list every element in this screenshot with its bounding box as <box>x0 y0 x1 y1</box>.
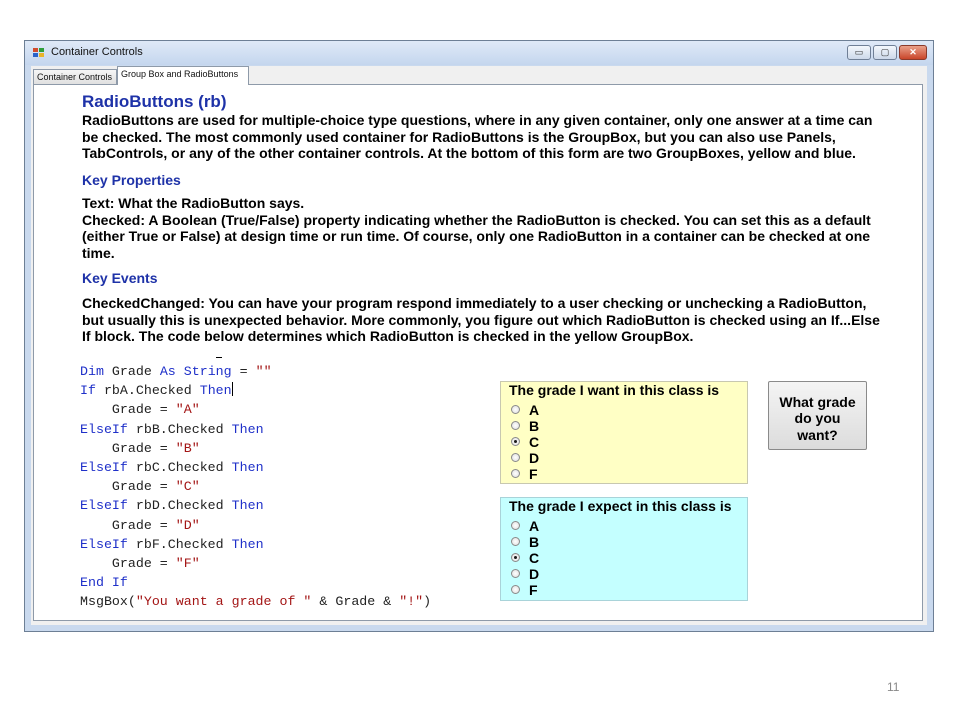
code-string: "D" <box>175 517 200 533</box>
code-text: rbB.Checked <box>135 421 232 437</box>
window-title: Container Controls <box>51 46 143 58</box>
code-keyword: ElseIf <box>80 536 136 552</box>
page-title: RadioButtons (rb) <box>82 92 227 111</box>
tab-container-controls[interactable]: Container Controls <box>33 69 117 84</box>
code-string: "A" <box>175 402 200 418</box>
radio-label: B <box>529 534 540 550</box>
text-caret <box>232 382 233 396</box>
code-block <box>80 362 431 612</box>
code-text: Grade = <box>80 556 176 572</box>
code-string: "!" <box>399 594 424 610</box>
code-text: Grade <box>111 364 160 379</box>
key-events-heading: Key Events <box>82 270 158 286</box>
code-keyword: Then <box>231 460 264 476</box>
code-line <box>80 400 431 419</box>
code-text: rbC.Checked <box>135 460 232 476</box>
code-text: = <box>231 364 256 379</box>
groupbox-title: The grade I expect in this class is <box>509 498 732 514</box>
radio-circle-icon <box>511 553 520 562</box>
code-keyword: Then <box>199 383 232 399</box>
code-line <box>80 420 431 439</box>
groupbox-title: The grade I want in this class is <box>509 382 720 398</box>
code-keyword: Then <box>231 536 264 552</box>
radio-label: F <box>529 582 538 598</box>
code-text: Grade = <box>80 440 176 456</box>
minimize-icon: ▭ <box>854 47 864 57</box>
code-line <box>80 381 431 400</box>
code-keyword: Dim <box>80 364 112 379</box>
radio-circle-icon <box>511 521 520 530</box>
code-line <box>80 535 431 554</box>
key-properties-text: Text: What the RadioButton says. <box>82 195 305 211</box>
radio-label: F <box>529 466 538 482</box>
maximize-button[interactable] <box>873 45 897 60</box>
tab-group-box-radiobuttons[interactable]: Group Box and RadioButtons <box>117 66 249 85</box>
radio-circle-icon <box>511 405 520 414</box>
code-keyword: If <box>80 383 104 399</box>
radio-label: D <box>529 450 540 466</box>
code-keyword: Then <box>231 421 264 437</box>
code-line <box>80 477 431 496</box>
code-keyword: ElseIf <box>80 498 136 514</box>
code-line <box>80 496 431 515</box>
code-text: rbA.Checked <box>103 383 200 399</box>
code-text: Grade = <box>80 402 176 418</box>
code-text: MsgBox( <box>80 594 136 610</box>
code-text: Grade = <box>80 517 176 533</box>
code-line <box>80 516 431 535</box>
code-keyword: End If <box>80 575 128 591</box>
groupbox-grade-want <box>500 381 748 484</box>
radio-label: C <box>529 550 540 566</box>
radio-circle-icon <box>511 421 520 430</box>
code-string: "" <box>255 364 272 379</box>
code-line <box>80 592 431 611</box>
radio-label: A <box>529 518 540 534</box>
code-keyword: As String <box>159 364 232 379</box>
code-keyword: ElseIf <box>80 421 136 437</box>
code-keyword: ElseIf <box>80 460 136 476</box>
code-string: "You want a grade of " <box>135 594 312 610</box>
checked-property-text: Checked: A Boolean (True/False) property indicating whether the RadioButton is checked. You can set this as a default (either True or False) at design time or run time. Of course, only one RadioButton in a container can be checked at one time. <box>82 211 871 261</box>
radio-circle-icon <box>511 453 520 462</box>
radio-circle-icon <box>511 437 520 446</box>
radio-circle-icon <box>511 585 520 594</box>
radio-label: C <box>529 434 540 450</box>
minimize-button[interactable] <box>847 45 871 60</box>
groupbox-grade-expect <box>500 497 748 601</box>
code-text: & Grade & <box>311 594 400 610</box>
maximize-icon: ▢ <box>880 47 890 57</box>
title-bar[interactable] <box>25 41 933 65</box>
code-line <box>80 362 431 381</box>
code-text: Grade = <box>80 479 176 495</box>
code-line <box>80 573 431 592</box>
code-string: "B" <box>175 440 200 456</box>
radio-circle-icon <box>511 537 520 546</box>
radio-circle-icon <box>511 569 520 578</box>
key-events-text: CheckedChanged: You can have your program respond immediately to a user checking or unchecking a RadioButton, but usually this is unexpected behavior. More commonly, you figure out which RadioButton is checked using an If...Else If block. The code below determines which RadioButton is checked in the yellow GroupBox. <box>82 295 880 344</box>
page-number: 11 <box>887 680 900 694</box>
code-text: ) <box>423 594 432 610</box>
code-line <box>80 439 431 458</box>
app-icon <box>33 48 45 58</box>
code-text: rbF.Checked <box>135 536 232 552</box>
intro-text: RadioButtons are used for multiple-choice type questions, where in any given container, only one answer at a time can be checked. The most commonly used container for RadioButtons is the GroupBox, but you can also use Panels, TabControls, or any of the other container controls. At the bottom of this form are two GroupBoxes, yellow and blue. <box>82 112 873 161</box>
code-line <box>80 554 431 573</box>
code-line <box>80 458 431 477</box>
caret-marker <box>216 357 222 358</box>
close-icon: ✕ <box>909 47 917 57</box>
radio-label: D <box>529 566 540 582</box>
code-text: rbD.Checked <box>135 498 232 514</box>
code-string: "C" <box>175 479 200 495</box>
close-button[interactable] <box>899 45 927 60</box>
what-grade-button[interactable]: What grade do you want? <box>768 381 867 450</box>
code-string: "F" <box>175 556 200 572</box>
radio-label: A <box>529 402 540 418</box>
code-keyword: Then <box>231 498 264 514</box>
key-properties-heading: Key Properties <box>82 172 181 188</box>
radio-circle-icon <box>511 469 520 478</box>
radio-label: B <box>529 418 540 434</box>
